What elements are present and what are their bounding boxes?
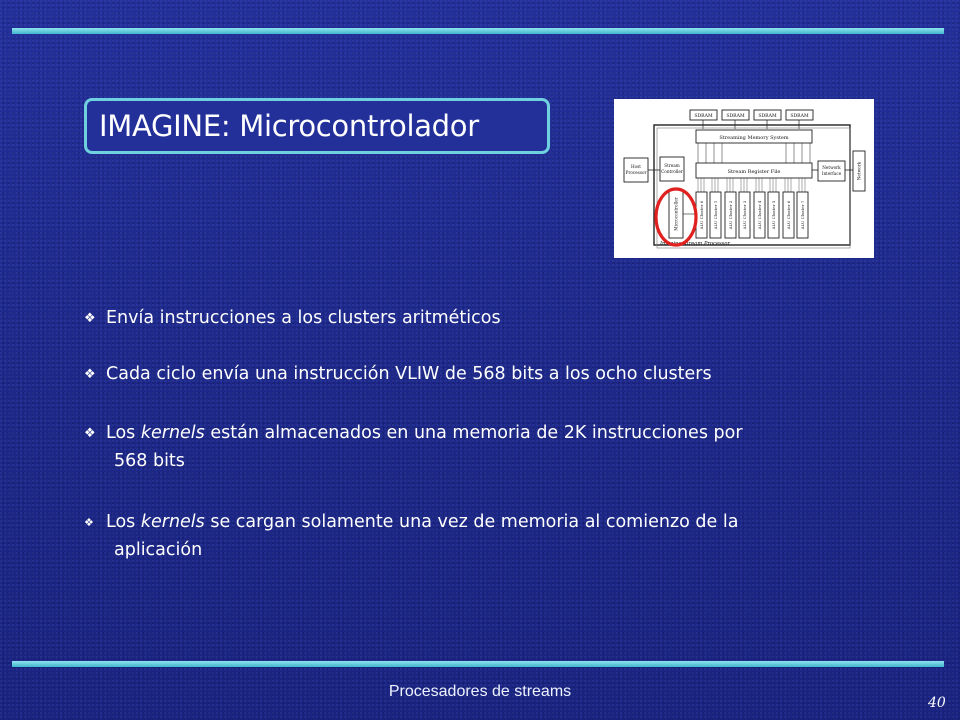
bullet-1 — [84, 304, 501, 333]
bullet-3 — [84, 419, 743, 448]
bullet-1-text: Envía instrucciones a los clusters aritméticos — [106, 308, 501, 328]
bullet-4-pre: Los — [106, 512, 141, 532]
bottom-rule — [12, 661, 944, 667]
figure-caption: Imagine Stream Processor — [660, 241, 730, 247]
svg-text:Interface: Interface — [821, 171, 842, 176]
alu-cluster-label-1: ALU Cluster 1 — [713, 200, 718, 230]
bullet-2-text: Cada ciclo envía una instrucción VLIW de 568 bits a los ocho clusters — [106, 364, 712, 384]
microcontroller-label: Microcontroller — [673, 197, 679, 231]
bullet-4 — [84, 508, 738, 537]
bullet-3-keyword: kernels — [140, 423, 205, 443]
title-box — [84, 98, 550, 154]
bullet-4-keyword: kernels — [140, 512, 205, 532]
diamond-bullet-icon: ❖ — [84, 426, 96, 441]
bullet-3-pre: Los — [106, 423, 141, 443]
alu-cluster-label-4: ALU Cluster 4 — [757, 200, 762, 230]
sdram-label-3: SDRAM — [758, 114, 777, 119]
diamond-bullet-icon: ❖ — [84, 367, 96, 382]
alu-cluster-label-5: ALU Cluster 5 — [771, 200, 776, 230]
svg-text:Network: Network — [822, 165, 841, 170]
diamond-bullet-icon: ❖ — [84, 516, 94, 529]
svg-text:Host: Host — [630, 164, 642, 169]
alu-cluster-label-2: ALU Cluster 2 — [728, 200, 733, 230]
stream-register-file-label: Stream Register File — [727, 169, 781, 175]
sdram-label-2: SDRAM — [726, 114, 745, 119]
architecture-diagram — [614, 99, 874, 258]
top-rule — [12, 28, 944, 34]
bullet-2 — [84, 360, 712, 389]
diamond-bullet-icon: ❖ — [84, 311, 96, 326]
sdram-label-1: SDRAM — [694, 114, 713, 119]
page-number: 40 — [928, 695, 946, 711]
bullet-3-post: están almacenados en una memoria de 2K instrucciones por — [204, 423, 743, 443]
alu-cluster-label-6: ALU Cluster 6 — [786, 200, 791, 230]
footer-text: Procesadores de streams — [388, 683, 572, 700]
bullet-3-continuation: 568 bits — [114, 451, 185, 471]
sdram-label-4: SDRAM — [790, 114, 809, 119]
streaming-memory-label: Streaming Memory System — [719, 135, 789, 141]
bullet-4-continuation: aplicación — [114, 540, 203, 560]
alu-cluster-label-3: ALU Cluster 3 — [742, 200, 747, 230]
bullet-4-post: se cargan solamente una vez de memoria al comienzo de la — [204, 512, 739, 532]
alu-cluster-label-0: ALU Cluster 0 — [699, 200, 704, 230]
network-label: Network — [856, 161, 862, 181]
svg-text:Processor: Processor — [625, 170, 647, 175]
imagine-architecture-figure — [614, 99, 874, 258]
slide-title: IMAGINE: Microcontrolador — [99, 109, 479, 143]
svg-text:Controller: Controller — [661, 169, 683, 174]
alu-cluster-label-7: ALU Cluster 7 — [800, 200, 805, 230]
svg-text:Stream: Stream — [664, 163, 680, 168]
